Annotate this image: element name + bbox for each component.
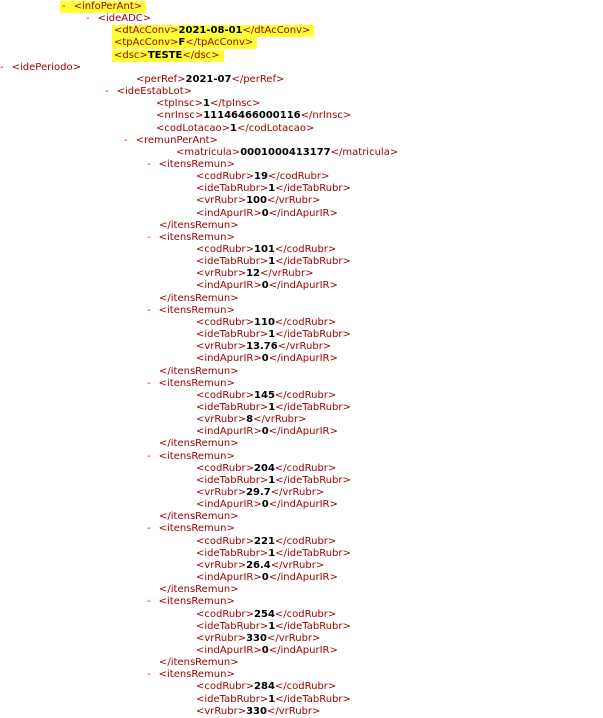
close-tag: </vrRubr> [253,414,307,426]
open-tag: <codLotacao> [156,122,231,134]
element-value: 101 [254,244,275,255]
close-tag: </matricula> [330,146,399,158]
close-tag: </ideTabRubr> [275,183,351,195]
close-tag: </nrInsc> [300,110,352,122]
element-value: F [178,37,186,49]
collapse-toggle-icon[interactable]: - [147,450,151,462]
close-tag: </codRubr> [274,389,337,401]
open-tag: <tpAcConv> [114,37,179,49]
xml-line-vrrubr [196,706,320,718]
close-tag: </vrRubr> [266,705,321,717]
open-tag: <ideTabRubr> [196,329,269,341]
open-tag: <vrRubr> [196,195,247,207]
element-value: 330 [246,705,267,717]
xml-line-indapurir [196,280,338,292]
close-tag: </vrRubr> [266,195,321,207]
xml-line-indapurir [196,426,338,438]
xml-line-idetabrubr [196,621,351,633]
element-value: 0 [261,207,269,219]
xml-line-itensremun [159,584,239,596]
close-tag: </itensRemun> [159,292,239,304]
xml-line-tpinsc [156,98,260,110]
close-tag: </itensRemun> [159,584,239,596]
xml-line-codlotacao [156,123,314,135]
open-tag: <itensRemun> [158,669,235,681]
close-tag: </codRubr> [274,316,337,328]
xml-line-tpacconv [112,37,257,49]
xml-line-ideperiodo[interactable] [0,62,81,74]
close-tag: </vrRubr> [277,341,332,353]
open-tag: <vrRubr> [196,268,247,280]
xml-line-vrrubr [196,633,320,645]
open-tag: <matricula> [176,146,241,158]
xml-line-remunperant[interactable] [124,135,218,147]
xml-line-idetabrubr [196,475,351,487]
xml-line-ideestablot[interactable] [105,86,192,98]
open-tag: <remunPerAnt> [135,134,218,146]
xml-line-indapurir [196,208,338,220]
xml-line-nrinsc [156,110,351,122]
xml-line-matricula [176,147,398,159]
element-value: 2021-08-01 [178,25,243,37]
xml-line-idetabrubr [196,256,351,268]
open-tag: <itensRemun> [158,377,235,389]
open-tag: <vrRubr> [196,559,247,571]
close-tag: </itensRemun> [159,219,239,231]
xml-line-indapurir [196,645,338,657]
xml-line-perref [136,74,284,86]
element-value: 330 [246,632,267,644]
xml-line-codrubr [196,171,329,183]
open-tag: <ideADC> [97,13,152,25]
xml-line-codrubr [196,244,336,256]
xml-line-idetabrubr [196,402,351,414]
open-tag: <indApurIR> [196,280,262,292]
open-tag: <ideTabRubr> [196,474,269,486]
open-tag: <infoPerAnt> [73,1,143,12]
element-value: 0 [261,644,269,656]
close-tag: </indApurIR> [268,207,338,219]
open-tag: <vrRubr> [196,705,247,717]
open-tag: <indApurIR> [196,572,262,584]
close-tag: </indApurIR> [268,353,338,365]
xml-line-idetabrubr [196,183,351,195]
xml-line-itensremun[interactable] [147,305,235,317]
xml-line-vrrubr [196,414,307,426]
xml-line-itensremun [159,657,239,669]
element-value: 1 [268,547,276,559]
close-tag: </itensRemun> [159,657,239,669]
element-value: 0 [261,499,269,511]
element-value: 100 [246,195,267,207]
open-tag: <idePeriodo> [11,61,81,73]
open-tag: <ideTabRubr> [196,547,269,559]
close-tag: </itensRemun> [159,511,239,523]
xml-line-vrrubr [196,268,313,280]
collapse-toggle-icon[interactable]: - [105,86,109,98]
close-tag: </itensRemun> [159,438,239,450]
xml-line-infoperant[interactable] [60,1,146,13]
element-value: 1 [203,98,210,110]
element-value: 0 [261,572,269,584]
collapse-toggle-icon[interactable]: - [147,669,151,681]
collapse-toggle-icon[interactable]: - [147,304,151,316]
close-tag: </vrRubr> [270,559,325,571]
open-tag: <codRubr> [196,171,255,183]
collapse-toggle-icon[interactable]: - [0,61,4,73]
open-tag: <codRubr> [196,316,255,328]
xml-line-vrrubr [196,487,324,499]
close-tag: </dsc> [182,49,220,61]
open-tag: <vrRubr> [196,414,247,426]
close-tag: </tpInsc> [210,98,261,110]
xml-line-itensremun[interactable] [147,523,235,535]
close-tag: </dtAcConv> [242,25,311,37]
collapse-toggle-icon[interactable]: - [147,231,151,243]
close-tag: </ideTabRubr> [275,329,351,341]
open-tag: <ideTabRubr> [196,620,269,632]
element-value: 1 [268,329,276,341]
element-value: TESTE [147,49,183,61]
xml-line-codrubr [196,609,336,621]
open-tag: <indApurIR> [196,207,262,219]
close-tag: </vrRubr> [270,487,325,498]
element-value: 0001000413177 [240,146,331,158]
xml-line-itensremun [159,438,239,450]
element-value: 1 [268,256,276,268]
open-tag: <nrInsc> [156,110,204,122]
xml-line-itensremun[interactable] [147,232,235,244]
element-value: 26.4 [246,559,271,571]
element-value: 1 [268,474,276,486]
close-tag: </ideTabRubr> [275,401,351,413]
close-tag: </vrRubr> [266,632,321,644]
xml-line-idetabrubr [196,694,351,706]
open-tag: <ideTabRubr> [196,183,269,195]
collapse-toggle-icon[interactable]: - [124,134,128,146]
close-tag: </tpAcConv> [185,37,254,49]
open-tag: <codRubr> [196,681,255,693]
close-tag: </vrRubr> [260,268,314,280]
collapse-toggle-icon[interactable]: - [147,158,151,170]
close-tag: </ideTabRubr> [275,474,351,486]
xml-line-dsc [112,50,224,62]
open-tag: <indApurIR> [196,499,262,511]
close-tag: </codRubr> [274,244,337,255]
element-value: 1 [268,401,276,413]
xml-line-itensremun[interactable] [147,669,235,681]
close-tag: </indApurIR> [268,644,338,656]
element-value: 221 [254,535,275,547]
element-value: 204 [254,462,275,474]
open-tag: <codRubr> [196,608,255,620]
xml-line-indapurir [196,353,338,365]
xml-line-itensremun [159,511,239,523]
xml-line-codrubr [196,390,336,402]
element-value: 0 [261,280,269,292]
open-tag: <itensRemun> [158,596,235,608]
open-tag: <tpInsc> [156,98,204,110]
collapse-toggle-icon[interactable]: - [147,377,151,389]
close-tag: </ideTabRubr> [275,620,351,632]
close-tag: </indApurIR> [268,572,338,584]
open-tag: <perRef> [136,73,186,85]
xml-line-itensremun[interactable] [147,596,235,608]
element-value: 1 [268,620,276,632]
element-value: 1 [268,693,276,705]
close-tag: </ideTabRubr> [275,693,351,705]
xml-line-ideadc[interactable] [86,13,151,25]
element-value: 0 [261,353,269,365]
close-tag: </indApurIR> [268,426,338,438]
close-tag: </codRubr> [267,171,330,183]
collapse-toggle-icon[interactable]: - [147,596,151,608]
xml-line-dtacconv [112,25,314,37]
open-tag: <dtAcConv> [114,25,179,37]
xml-line-itensremun [159,220,239,232]
element-value: 29.7 [246,487,271,498]
open-tag: <ideTabRubr> [196,256,269,268]
xml-line-itensremun[interactable] [147,451,235,463]
open-tag: <itensRemun> [158,450,235,462]
open-tag: <ideTabRubr> [196,401,269,413]
collapse-toggle-icon[interactable]: - [62,1,66,12]
element-value: 110 [254,316,275,328]
open-tag: <codRubr> [196,535,255,547]
xml-line-idetabrubr [196,329,351,341]
element-value: 254 [254,608,275,620]
element-value: 12 [246,268,261,280]
close-tag: </codRubr> [274,462,337,474]
open-tag: <itensRemun> [158,304,235,316]
close-tag: </indApurIR> [268,280,338,292]
close-tag: </codRubr> [274,608,337,620]
xml-line-idetabrubr [196,548,351,560]
element-value: 0 [261,426,269,438]
open-tag: <dsc> [114,49,148,61]
xml-line-itensremun [159,293,239,305]
xml-line-itensremun [159,366,239,378]
open-tag: <itensRemun> [158,158,235,170]
element-value: 284 [254,681,275,693]
close-tag: </ideTabRubr> [275,547,351,559]
xml-line-codrubr [196,681,336,693]
xml-line-itensremun[interactable] [147,159,235,171]
open-tag: <ideTabRubr> [196,693,269,705]
collapse-toggle-icon[interactable]: - [86,13,90,25]
open-tag: <vrRubr> [196,487,247,498]
open-tag: <itensRemun> [158,523,235,535]
close-tag: </codLotacao> [237,122,315,134]
xml-line-codrubr [196,536,336,548]
open-tag: <codRubr> [196,462,255,474]
xml-line-vrrubr [196,195,320,207]
open-tag: <vrRubr> [196,632,247,644]
close-tag: </itensRemun> [159,365,239,377]
xml-line-codrubr [196,463,336,475]
open-tag: <vrRubr> [196,341,247,353]
open-tag: <codRubr> [196,244,255,255]
element-value: 1 [230,122,237,134]
element-value: 1 [268,183,276,195]
xml-line-vrrubr [196,341,331,353]
xml-line-vrrubr [196,560,324,572]
element-value: 145 [254,389,275,401]
open-tag: <itensRemun> [158,231,235,243]
open-tag: <codRubr> [196,389,255,401]
collapse-toggle-icon[interactable]: - [147,523,151,535]
open-tag: <indApurIR> [196,644,262,656]
xml-line-indapurir [196,572,338,584]
xml-line-codrubr [196,317,336,329]
close-tag: </indApurIR> [268,499,338,511]
close-tag: </perRef> [231,73,285,85]
element-value: 19 [254,171,268,183]
close-tag: </ideTabRubr> [275,256,351,268]
element-value: 2021-07 [185,73,232,85]
element-value: 11146466000116 [203,110,301,122]
element-value: 8 [246,414,254,426]
close-tag: </codRubr> [274,535,337,547]
xml-line-itensremun[interactable] [147,378,235,390]
open-tag: <ideEstabLot> [116,86,193,98]
open-tag: <indApurIR> [196,353,262,365]
close-tag: </codRubr> [274,681,337,693]
xml-line-indapurir [196,499,338,511]
open-tag: <indApurIR> [196,426,262,438]
element-value: 13.76 [246,341,278,353]
